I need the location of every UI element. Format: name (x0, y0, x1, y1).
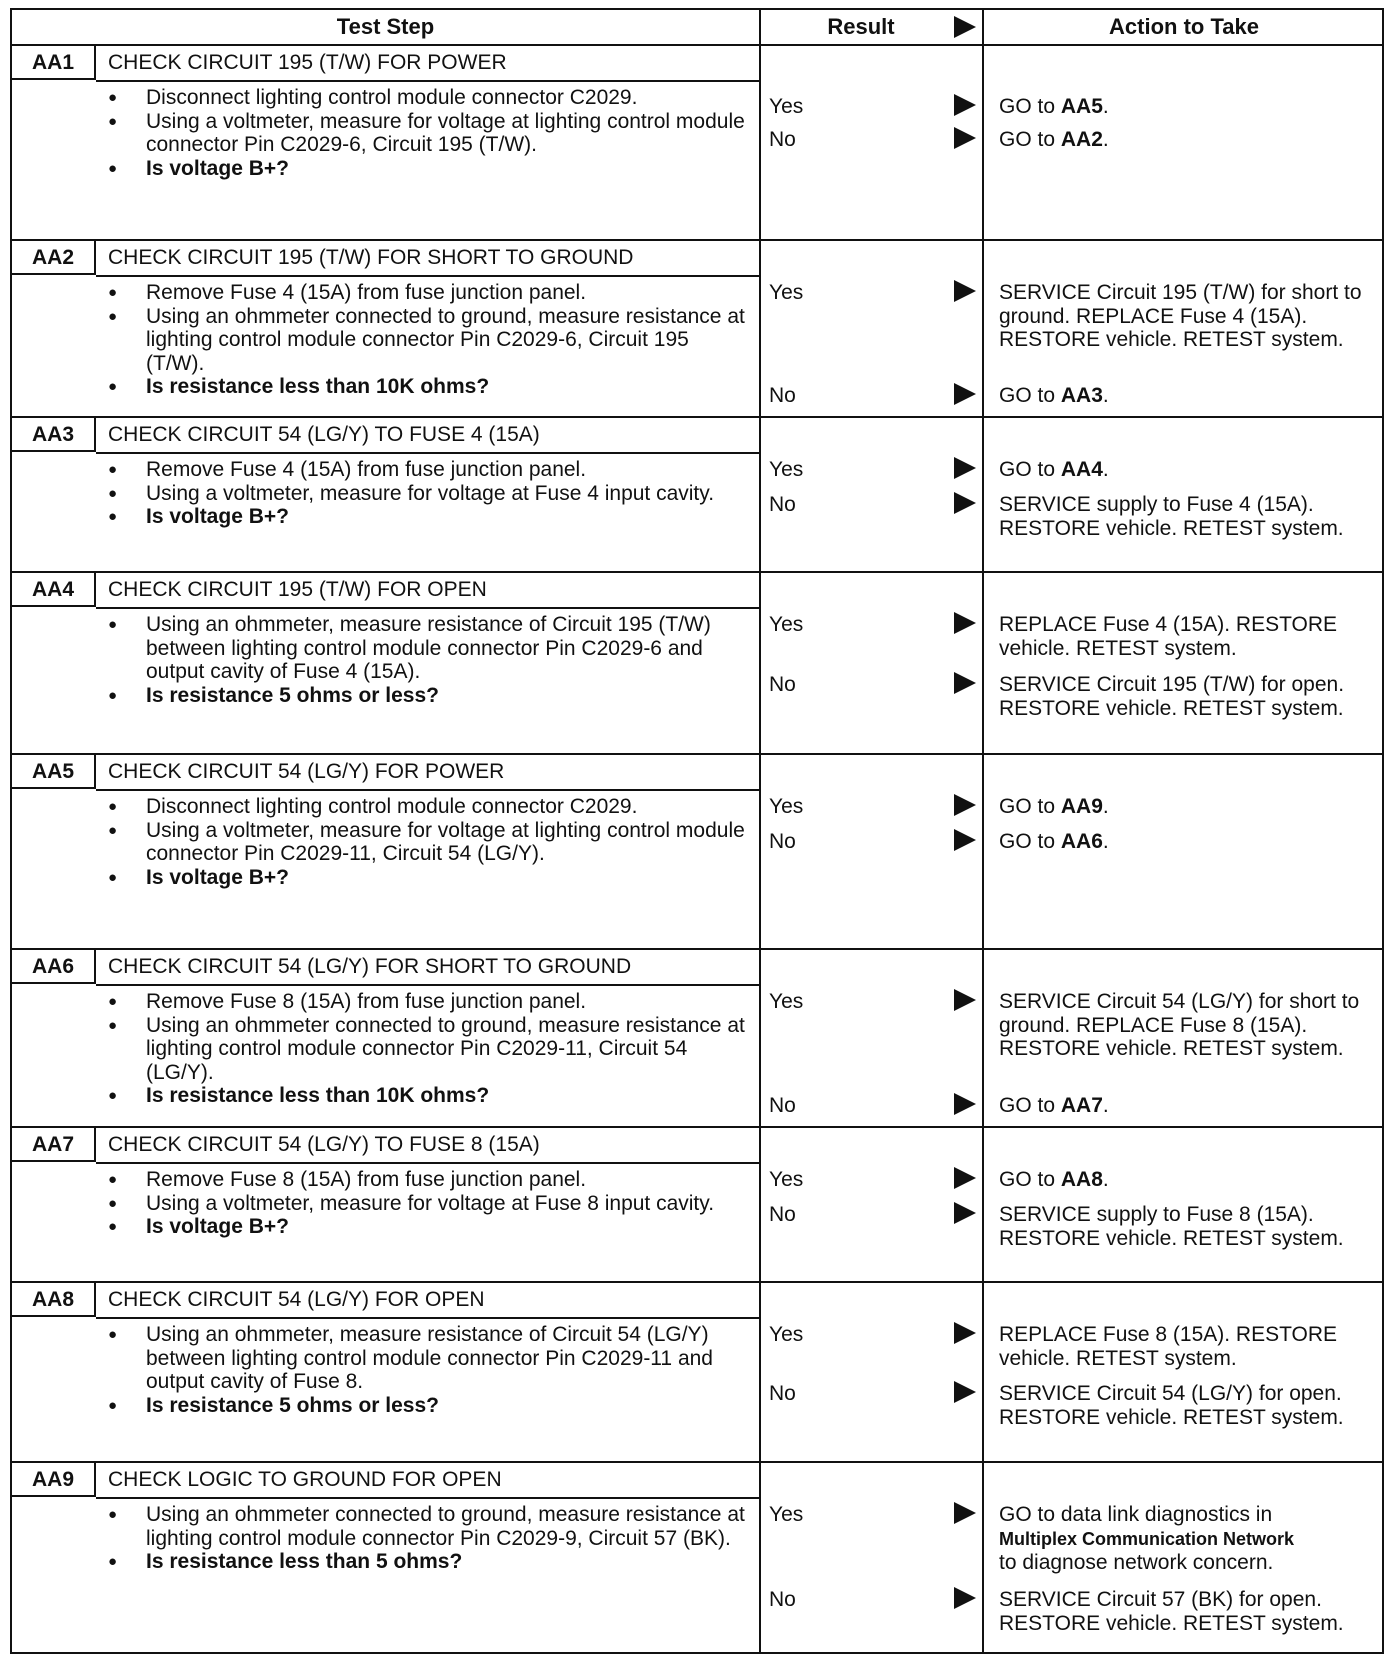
step-block-aa6 (12, 950, 1382, 1126)
diagnostic-table (10, 8, 1384, 1654)
step-bullet: ● Remove Fuse 4 (15A) from fuse junction panel. (106, 458, 746, 482)
step-id: AA2 (12, 241, 96, 275)
arrow-icon (954, 1381, 976, 1403)
arrow-icon (954, 1202, 976, 1224)
arrow-icon (954, 280, 976, 302)
step-bullet: ● Remove Fuse 8 (15A) from fuse junction panel. (106, 990, 746, 1014)
action-no: SERVICE Circuit 195 (T/W) for open. RESTORE vehicle. RETEST system. (999, 673, 1345, 720)
action-no: GO to AA6. (999, 830, 1109, 853)
result-no: No (769, 493, 796, 516)
step-block-aa7 (12, 1128, 1382, 1281)
step-block-aa2 (12, 241, 1382, 416)
step-question: ● Is resistance 5 ohms or less? (106, 684, 746, 708)
arrow-icon (954, 1167, 976, 1189)
arrow-icon (954, 1322, 976, 1344)
step-question: ● Is voltage B+? (106, 866, 746, 890)
step-question: ● Is voltage B+? (106, 505, 746, 529)
step-id: AA3 (12, 418, 96, 452)
step-block-aa8 (12, 1283, 1382, 1461)
step-instructions (106, 1503, 746, 1574)
step-bullet: ● Using an ohmmeter connected to ground, measure resistance at lighting control module connector Pin C2029-6, Circuit 195 (T/W). (106, 305, 746, 376)
arrow-icon (954, 1093, 976, 1115)
step-id: AA7 (12, 1128, 96, 1162)
arrow-icon (954, 492, 976, 514)
step-bullet: ● Using an ohmmeter, measure resistance of Circuit 195 (T/W) between lighting control module connector Pin C2029-6 and output cavity of Fuse 4 (15A). (106, 613, 746, 684)
action-no: GO to AA3. (999, 384, 1109, 407)
result-yes: Yes (769, 458, 804, 481)
step-question: ● Is resistance less than 5 ohms? (106, 1550, 746, 1574)
action-yes: REPLACE Fuse 4 (15A). RESTORE vehicle. RETEST system. (999, 613, 1338, 660)
step-instructions (106, 1168, 746, 1239)
action-no: SERVICE supply to Fuse 4 (15A). RESTORE vehicle. RETEST system. (999, 493, 1344, 540)
action-yes: GO to AA4. (999, 458, 1109, 481)
result-yes: Yes (769, 281, 804, 304)
action-yes: SERVICE Circuit 54 (LG/Y) for short to ground. REPLACE Fuse 8 (15A). RESTORE vehicle. RETEST system. (999, 990, 1360, 1060)
result-yes: Yes (769, 1168, 804, 1191)
result-no: No (769, 1382, 796, 1405)
step-block-aa3 (12, 418, 1382, 571)
step-instructions (106, 795, 746, 889)
arrow-icon (954, 457, 976, 479)
step-question: ● Is resistance less than 10K ohms? (106, 375, 746, 399)
step-id: AA8 (12, 1283, 96, 1317)
result-yes: Yes (769, 795, 804, 818)
step-bullet: ● Remove Fuse 4 (15A) from fuse junction panel. (106, 281, 746, 305)
step-question: ● Is resistance 5 ohms or less? (106, 1394, 746, 1418)
header-arrow-icon (954, 16, 976, 38)
step-bullet: ● Using a voltmeter, measure for voltage at lighting control module connector Pin C2029-6, Circuit 195 (T/W). (106, 110, 746, 157)
step-bullet: ● Using an ohmmeter, measure resistance of Circuit 54 (LG/Y) between lighting control module connector Pin C2029-11 and output cavity of Fuse 8. (106, 1323, 746, 1394)
step-bullet: ● Using a voltmeter, measure for voltage at Fuse 4 input cavity. (106, 482, 746, 506)
step-title: CHECK LOGIC TO GROUND FOR OPEN (108, 1468, 502, 1491)
step-instructions (106, 613, 746, 707)
action-no: GO to AA7. (999, 1094, 1109, 1117)
step-id: AA6 (12, 950, 96, 984)
step-instructions (106, 281, 746, 399)
arrow-icon (954, 1587, 976, 1609)
result-yes: Yes (769, 613, 804, 636)
action-yes: REPLACE Fuse 8 (15A). RESTORE vehicle. RETEST system. (999, 1323, 1338, 1370)
step-id: AA4 (12, 573, 96, 607)
step-bullet: ● Using a voltmeter, measure for voltage at Fuse 8 input cavity. (106, 1192, 746, 1216)
result-no: No (769, 673, 796, 696)
arrow-icon (954, 1502, 976, 1524)
step-block-aa4 (12, 573, 1382, 753)
step-question: ● Is voltage B+? (106, 1215, 746, 1239)
result-no: No (769, 1588, 796, 1611)
step-id: AA5 (12, 755, 96, 789)
step-block-aa1 (12, 46, 1382, 239)
result-no: No (769, 830, 796, 853)
header-result: Result (827, 14, 895, 39)
step-id: AA1 (12, 46, 96, 80)
result-yes: Yes (769, 1323, 804, 1346)
step-instructions (106, 990, 746, 1108)
step-id: AA9 (12, 1463, 96, 1497)
arrow-icon (954, 612, 976, 634)
step-bullet: ● Using an ohmmeter connected to ground, measure resistance at lighting control module connector Pin C2029-11, Circuit 54 (LG/Y). (106, 1014, 746, 1085)
action-no: GO to AA2. (999, 128, 1109, 151)
step-title: CHECK CIRCUIT 54 (LG/Y) FOR SHORT TO GROUND (108, 955, 632, 978)
step-block-aa5 (12, 755, 1382, 948)
step-instructions (106, 1323, 746, 1417)
step-instructions (106, 86, 746, 180)
step-title: CHECK CIRCUIT 54 (LG/Y) FOR OPEN (108, 1288, 485, 1311)
step-title: CHECK CIRCUIT 54 (LG/Y) FOR POWER (108, 760, 505, 783)
step-bullet: ● Disconnect lighting control module connector C2029. (106, 86, 746, 110)
result-no: No (769, 1094, 796, 1117)
step-title: CHECK CIRCUIT 195 (T/W) FOR POWER (108, 51, 507, 74)
step-question: ● Is resistance less than 10K ohms? (106, 1084, 746, 1108)
action-yes: SERVICE Circuit 195 (T/W) for short to ground. REPLACE Fuse 4 (15A). RESTORE vehicle. RETEST system. (999, 281, 1362, 351)
header-action: Action to Take (1109, 14, 1259, 39)
step-bullet: ● Disconnect lighting control module connector C2029. (106, 795, 746, 819)
result-no: No (769, 384, 796, 407)
step-block-aa9 (12, 1463, 1382, 1652)
arrow-icon (954, 794, 976, 816)
action-no: SERVICE Circuit 54 (LG/Y) for open. RESTORE vehicle. RETEST system. (999, 1382, 1344, 1429)
action-yes: GO to data link diagnostics in Multiplex Communication Network to diagnose network concern. (999, 1503, 1295, 1574)
action-no: SERVICE Circuit 57 (BK) for open. RESTORE vehicle. RETEST system. (999, 1588, 1344, 1635)
arrow-icon (954, 383, 976, 405)
step-bullet: ● Remove Fuse 8 (15A) from fuse junction panel. (106, 1168, 746, 1192)
result-no: No (769, 128, 796, 151)
step-bullet: ● Using a voltmeter, measure for voltage at lighting control module connector Pin C2029-11, Circuit 54 (LG/Y). (106, 819, 746, 866)
step-title: CHECK CIRCUIT 195 (T/W) FOR OPEN (108, 578, 487, 601)
result-no: No (769, 1203, 796, 1226)
result-yes: Yes (769, 990, 804, 1013)
action-yes: GO to AA8. (999, 1168, 1109, 1191)
action-no: SERVICE supply to Fuse 8 (15A). RESTORE vehicle. RETEST system. (999, 1203, 1344, 1250)
header-test-step: Test Step (336, 14, 435, 39)
step-bullet: ● Using an ohmmeter connected to ground, measure resistance at lighting control module connector Pin C2029-9, Circuit 57 (BK). (106, 1503, 746, 1550)
action-yes: GO to AA5. (999, 95, 1109, 118)
result-yes: Yes (769, 1503, 804, 1526)
step-title: CHECK CIRCUIT 54 (LG/Y) TO FUSE 8 (15A) (108, 1133, 540, 1156)
arrow-icon (954, 672, 976, 694)
result-yes: Yes (769, 95, 804, 118)
action-yes: GO to AA9. (999, 795, 1109, 818)
step-instructions (106, 458, 746, 529)
step-question: ● Is voltage B+? (106, 157, 746, 181)
step-title: CHECK CIRCUIT 195 (T/W) FOR SHORT TO GROUND (108, 246, 634, 269)
arrow-icon (954, 127, 976, 149)
step-title: CHECK CIRCUIT 54 (LG/Y) TO FUSE 4 (15A) (108, 423, 540, 446)
arrow-icon (954, 989, 976, 1011)
arrow-icon (954, 94, 976, 116)
arrow-icon (954, 829, 976, 851)
